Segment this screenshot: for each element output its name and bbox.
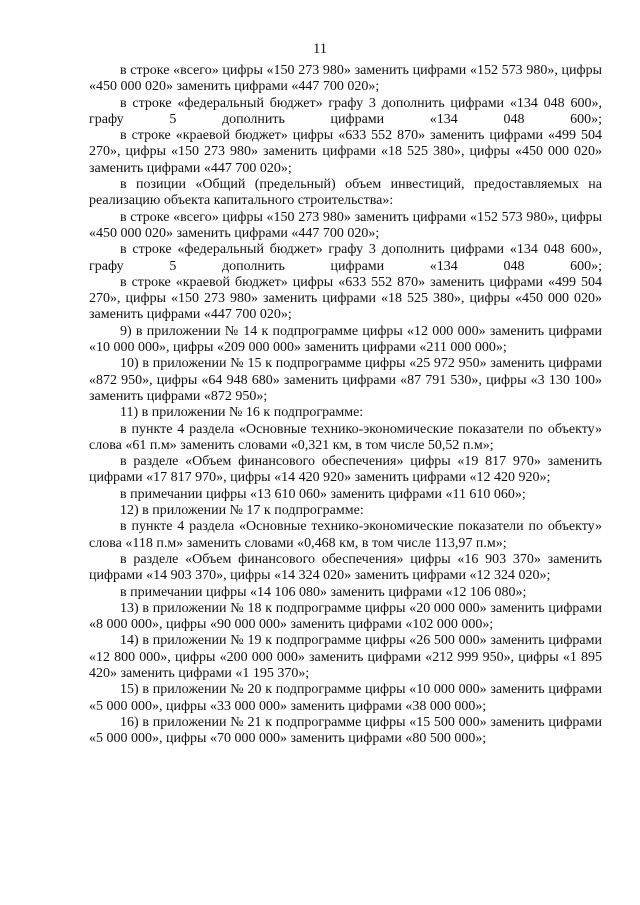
paragraph: в строке «краевой бюджет» цифры «633 552 870» заменить цифрами «499 504 270», цифры «150 273 980» заменить цифрами «18 525 380», цифры «450 000 020» заменить цифрами «447 700 020»;	[89, 128, 602, 176]
paragraph: 11) в приложении № 16 к подпрограмме:	[120, 405, 364, 421]
paragraph: 12) в приложении № 17 к подпрограмме:	[120, 503, 364, 519]
paragraph: в примечании цифры «14 106 080» заменить цифрами «12 106 080»;	[120, 584, 527, 600]
page-number: 11	[313, 41, 327, 57]
document-body	[89, 63, 602, 747]
paragraph: 9) в приложении № 14 к подпрограмме цифры «12 000 000» заменить цифрами «10 000 000», цифры «209 000 000» заменить цифрами «211 000 000»;	[89, 323, 602, 356]
paragraph: 14) в приложении № 19 к подпрограмме цифры «26 500 000» заменить цифрами «12 800 000», цифры «200 000 000» заменить цифрами «212 999 950», цифры «1 895 420» заменить цифрами «1 195 370»;	[89, 633, 602, 681]
paragraph: в строке «всего» цифры «150 273 980» заменить цифрами «152 573 980», цифры «450 000 020» заменить цифрами «447 700 020»;	[89, 209, 602, 241]
paragraph: 13) в приложении № 18 к подпрограмме цифры «20 000 000» заменить цифрами «8 000 000», цифры «90 000 000» заменить цифрами «102 000 000»;	[89, 600, 602, 633]
paragraph: в пункте 4 раздела «Основные технико-экономические показатели по объекту» слова «118 п.м» заменить словами «0,468 км, в том числе 113,97 п.м»;	[89, 519, 602, 551]
paragraph: 16) в приложении № 21 к подпрограмме цифры «15 500 000» заменить цифрами «5 000 000», цифры «70 000 000» заменить цифрами «80 500 000»;	[89, 714, 602, 747]
paragraph: в пункте 4 раздела «Основные технико-экономические показатели по объекту» слова «61 п.м» заменить словами «0,321 км, в том числе 50,52 п.м»;	[89, 421, 602, 453]
paragraph: в строке «всего» цифры «150 273 980» заменить цифрами «152 573 980», цифры «450 000 020» заменить цифрами «447 700 020»;	[89, 63, 602, 95]
paragraph: 15) в приложении № 20 к подпрограмме цифры «10 000 000» заменить цифрами «5 000 000», цифры «33 000 000» заменить цифрами «38 000 000»;	[89, 682, 602, 714]
paragraph: 10) в приложении № 15 к подпрограмме цифры «25 972 950» заменить цифрами «872 950», цифры «64 948 680» заменить цифрами «87 791 530», цифры «3 130 100» заменить цифрами «872 950»;	[89, 356, 602, 404]
paragraph: в строке «краевой бюджет» цифры «633 552 870» заменить цифрами «499 504 270», цифры «150 273 980» заменить цифрами «18 525 380», цифры «450 000 020» заменить цифрами «447 700 020»;	[89, 274, 602, 323]
paragraph: в разделе «Объем финансового обеспечения» цифры «16 903 370» заменить цифрами «14 903 370», цифры «14 324 020» заменить цифрами «12 324 020»;	[89, 551, 602, 584]
paragraph: в строке «федеральный бюджет» графу 3 дополнить цифрами «134 048 600», графу 5 дополнить цифрами «134 048 600»;	[89, 95, 602, 127]
paragraph: в позиции «Общий (предельный) объем инвестиций, предоставляемых на реализацию объекта капитального строительства»:	[89, 177, 602, 209]
paragraph: в строке «федеральный бюджет» графу 3 дополнить цифрами «134 048 600», графу 5 дополнить цифрами «134 048 600»;	[89, 242, 602, 274]
paragraph: в примечании цифры «13 610 060» заменить цифрами «11 610 060»;	[120, 486, 526, 502]
paragraph: в разделе «Объем финансового обеспечения» цифры «19 817 970» заменить цифрами «17 817 970», цифры «14 420 920» заменить цифрами «12 420 920»;	[89, 454, 602, 486]
